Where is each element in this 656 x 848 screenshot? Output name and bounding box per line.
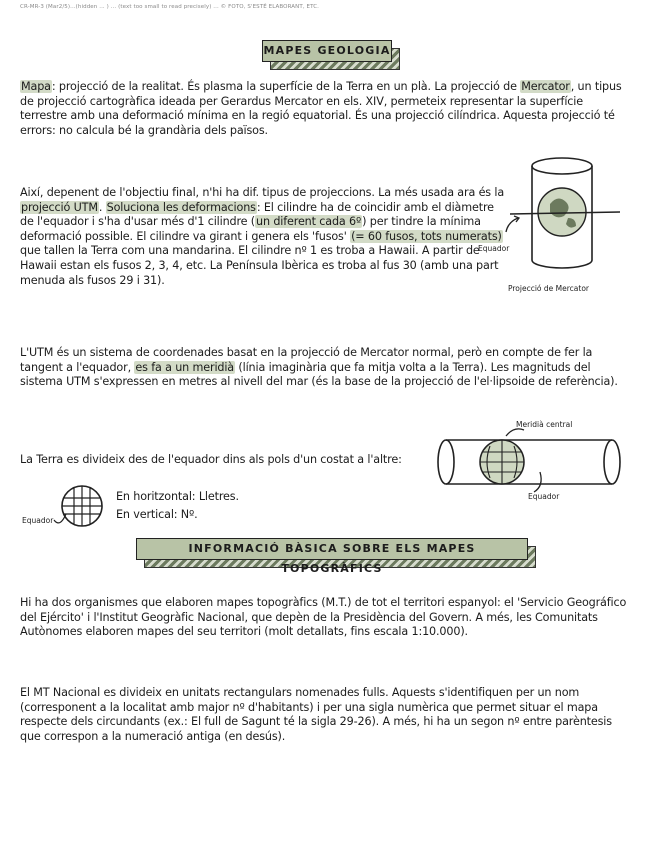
paragraph-utm xyxy=(20,186,508,288)
utm-cylinder-figure xyxy=(430,422,630,502)
globe-equator-label: Equador xyxy=(22,516,54,525)
term-deformacions: Soluciona les deformacions xyxy=(106,200,256,214)
para1-text-1: : projecció de la realitat. És plasma la superfície de la Terra en un plà. La projecció de xyxy=(51,80,521,93)
para2-text-4: ) per tindre la mínima deformació possible. El cilindre va girant i genera els 'fusos' xyxy=(20,215,481,243)
section-title-topographic xyxy=(136,538,528,575)
paragraph-divisio xyxy=(20,453,425,468)
para3-text-2: (línia imaginària que fa mitja volta a la Terra). Les magnituds del sistema UTM s'expressen en metres al nivell del mar (és la base de la projecció de l'el·lipsoide de referència). xyxy=(20,360,618,389)
term-utm: projecció UTM xyxy=(21,200,98,214)
para2-text-3: : El cilindre ha de coincidir amb el diàmetre de l'equador i s'ha d'usar més d'1 cilindre ( xyxy=(20,200,494,229)
paragraph-mt-nacional: El MT Nacional es divideix en unitats rectangulars nomenades fulls. Aquests s'identifiquen per un nom (corresponent a la localitat amb major nº d'habitants) i per una sigla numèrica que permet situar el mapa respecte dels circundants (ex.: El full de Sagunt té la sigla 29-26). A més, hi ha un segon nº entre parèntesis que correspon a la numeració antiga (en desús). xyxy=(20,686,612,743)
mercator-caption: Projecció de Mercator xyxy=(508,284,589,293)
term-mapa: Mapa xyxy=(21,80,51,93)
term-cada-6: un diferent cada 6º xyxy=(256,215,362,229)
para4-text: La Terra es divideix des de l'equador dins als pols d'un costat a l'altre: xyxy=(20,453,402,466)
paragraph-mapa xyxy=(20,80,632,138)
paragraph-organismes: Hi ha dos organismes que elaboren mapes topogràfics (M.T.) de tot el territori espanyol: el 'Servicio Geográfico del Ejército' i l'Institut Geogràfic Nacional, que depèn de la Presidència del Govern. A més, les Comunitats Autònomes elaboren mapes del seu territori (molt detallats, fins escala 1:10.000). xyxy=(20,596,627,639)
para1-text-2: , un tipus de projecció cartogràfica ideada per Gerardus Mercator en els. XIV, permeteix representar la superfície terrestre amb una deformació mínima en la regió equatorial. És una projecció cilíndrica. Aquesta projecció té errors: no calcula bé la grandària dels països. xyxy=(20,80,622,137)
para2-text-5: que tallen la Terra com una mandarina. El cilindre nº 1 es troba a Hawaii. A partir de Hawaii estan els fusos 2, 3, 4, etc. La Península Ibèrica es troba al fus 30 (amb una part menuda als fusos 29 i 31). xyxy=(20,244,499,287)
paragraph-utm-coordinates xyxy=(20,346,634,390)
term-mercator: Mercator xyxy=(521,80,570,93)
term-60-fusos: (= 60 fusos, tots numerats) xyxy=(351,229,502,243)
term-meridia: es fa a un meridià xyxy=(135,360,235,374)
section-title-label: INFORMACIÓ BÀSICA SOBRE ELS MAPES TOPOGRÀFICS xyxy=(136,538,528,560)
section-title-geology xyxy=(262,40,392,62)
divisio-horitzontal: En horitzontal: Lletres. xyxy=(116,490,239,503)
section-title-label: MAPES GEOLOGIA xyxy=(262,40,392,62)
para2-text-1: Així, depenent de l'objectiu final, n'hi ha dif. tipus de projeccions. La més usada ara és la xyxy=(20,186,505,199)
para2-text-2: . xyxy=(98,200,106,214)
mercator-equator-label: Equador xyxy=(478,244,510,253)
para3-text-1: L'UTM és un sistema de coordenades basat en la projecció de Mercator normal, però en compte de fer la tangent a l'equador, xyxy=(20,346,593,374)
header-note: CR-MR-3 (Mar2/5)...(hidden ... ) ... (text too small to read precisely) ... © FOTO, S'ESTÉ ELABORANT, ETC. xyxy=(20,4,320,10)
divisio-vertical: En vertical: Nº. xyxy=(116,508,198,521)
utm-meridian-label: Meridià central xyxy=(516,420,573,429)
globe-grid-figure xyxy=(54,484,110,528)
utm-equator-label: Equador xyxy=(528,492,560,501)
mercator-cylinder-figure xyxy=(480,152,630,282)
